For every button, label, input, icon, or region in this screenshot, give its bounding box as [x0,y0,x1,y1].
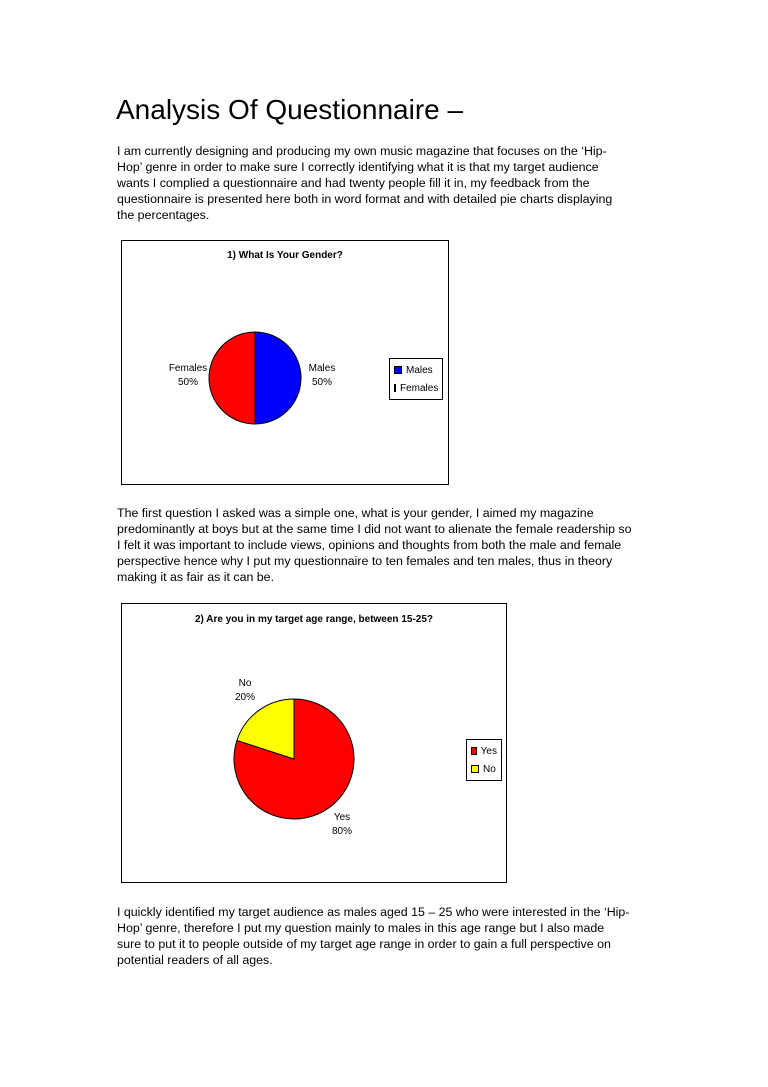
text-line: I felt it was important to include views, opinions and thoughts from both the male and female [117,538,622,552]
legend-item-no: No [471,760,497,778]
chart-title: 2) Are you in my target age range, between 15-25? [194,614,434,625]
slice-label-yes: Yes 80% [331,812,352,837]
legend-item-females: Females [394,379,438,397]
pie-svg [122,604,506,882]
chart-title: 1) What Is Your Gender? [227,250,343,261]
legend-item-males: Males [394,361,438,379]
gender-paragraph [117,505,632,585]
text-line: predominantly at boys but at the same time I did not want to alienate the female readership so [117,522,632,536]
text-line: the percentages. [117,208,210,222]
text-line: sure to put it to people outside of my target age range in order to gain a full perspective on [117,937,611,951]
age-paragraph [117,904,629,968]
legend-swatch [471,747,477,755]
text-line: I am currently designing and producing my own music magazine that focuses on the ‘Hip- [117,144,607,158]
pie-slice-males [255,332,301,424]
slice-label-females: Females 50% [168,363,208,388]
text-line: potential readers of all ages. [117,953,273,967]
chart-legend [389,358,443,400]
text-line: perspective hence why I put my questionnaire to ten females and ten males, thus in theory [117,554,613,568]
legend-swatch [394,384,396,392]
intro-paragraph [117,143,612,223]
text-line: Hop’ genre in order to make sure I correctly identifying what it is that my target audience [117,160,599,174]
text-line: Hop’ genre, therefore I put my question mainly to males in this age range but I also made [117,921,605,935]
gender-pie-chart [121,240,449,485]
text-line: The first question I asked was a simple one, what is your gender, I aimed my magazine [117,506,594,520]
slice-label-males: Males 50% [308,363,336,388]
page-title: Analysis Of Questionnaire – [116,94,464,125]
pie-slice-females [209,332,255,424]
legend-item-yes: Yes [471,742,497,760]
legend-swatch [394,366,402,374]
text-line: questionnaire is presented here both in word format and with detailed pie charts displaying [117,192,613,206]
legend-swatch [471,765,479,773]
age-range-pie-chart [121,603,507,883]
chart-legend [466,739,502,781]
text-line: making it as fair as it can be. [117,570,275,584]
text-line: wants I complied a questionnaire and had twenty people fill it in, my feedback from the [117,176,590,190]
slice-label-no: No 20% [234,678,255,703]
text-line: I quickly identified my target audience as males aged 15 – 25 who were interested in the ‘Hip- [117,905,630,919]
